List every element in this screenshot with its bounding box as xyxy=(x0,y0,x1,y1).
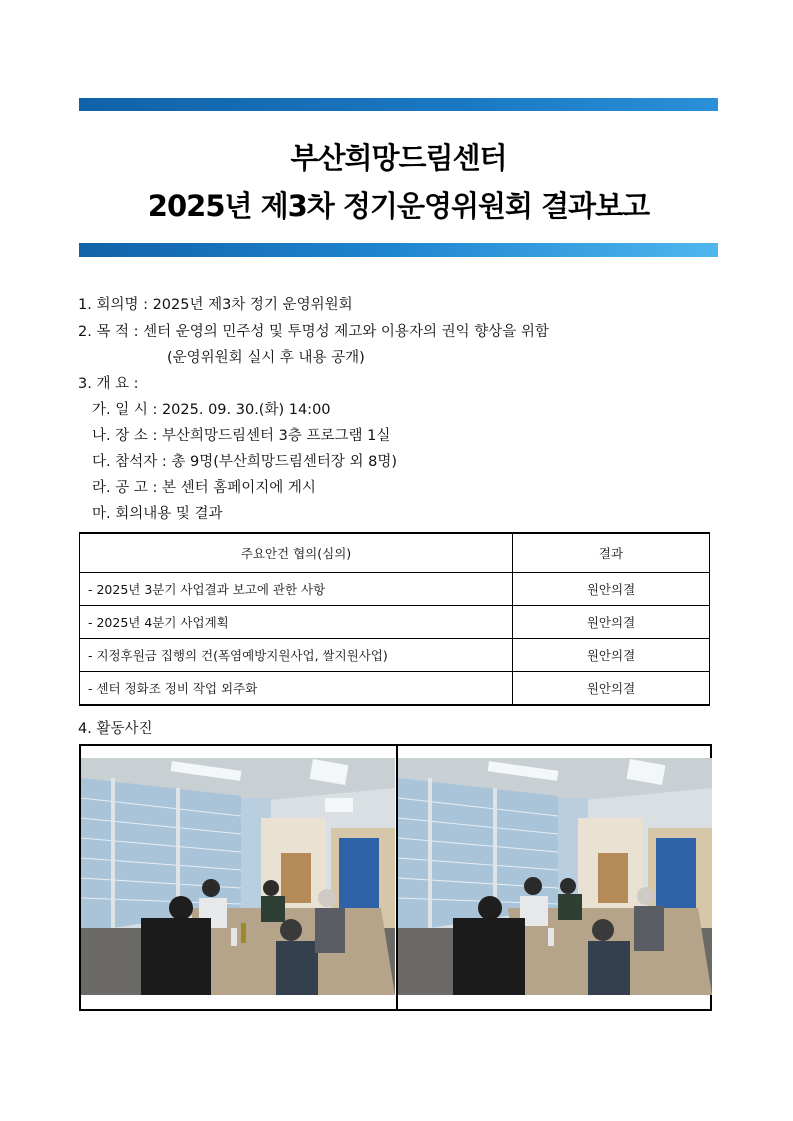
agenda-item: - 2025년 3분기 사업결과 보고에 관한 사항 xyxy=(80,573,513,606)
page-subtitle: 2025년 제3차 정기운영위원회 결과보고 xyxy=(147,189,650,223)
overview-attendees: 다. 참석자 : 총 9명(부산희망드림센터장 외 8명) xyxy=(92,454,398,470)
meeting-name: 1. 회의명 : 2025년 제3차 정기 운영위원회 xyxy=(78,297,353,313)
purpose-line1: 2. 목 적 : 센터 운영의 민주성 및 투명성 제고와 이용자의 권익 향상을 위함 xyxy=(78,324,549,340)
agenda-item: - 2025년 4분기 사업계획 xyxy=(80,606,513,639)
agenda-result: 원안의결 xyxy=(513,639,710,672)
agenda-result: 원안의결 xyxy=(513,672,710,706)
table-row xyxy=(80,639,710,672)
agenda-result: 원안의결 xyxy=(513,573,710,606)
header-result: 결과 xyxy=(513,533,710,573)
header-bottom-bar xyxy=(79,243,718,257)
overview-notice: 라. 공 고 : 본 센터 홈페이지에 게시 xyxy=(92,480,316,496)
page-title: 부산희망드림센터 xyxy=(290,141,507,175)
purpose-line2: (운영위원회 실시 후 내용 공개) xyxy=(167,350,365,366)
header-agenda: 주요안건 협의(심의) xyxy=(80,533,513,573)
table-row xyxy=(80,606,710,639)
agenda-result: 원안의결 xyxy=(513,606,710,639)
table-header-row xyxy=(80,533,710,573)
table-row xyxy=(80,672,710,706)
photo-grid xyxy=(79,744,712,1011)
agenda-item: - 지정후원금 집행의 건(폭염예방지원사업, 쌀지원사업) xyxy=(80,639,513,672)
meeting-photo-2 xyxy=(398,758,712,995)
header-top-bar xyxy=(79,98,718,111)
photos-heading: 4. 활동사진 xyxy=(78,721,153,737)
overview-datetime: 가. 일 시 : 2025. 09. 30.(화) 14:00 xyxy=(92,402,331,418)
meeting-photo-1 xyxy=(81,758,395,995)
overview-heading: 3. 개 요 : xyxy=(78,376,139,392)
overview-place: 나. 장 소 : 부산희망드림센터 3층 프로그램 1실 xyxy=(92,428,391,444)
agenda-item: - 센터 정화조 정비 작업 외주화 xyxy=(80,672,513,706)
agenda-table xyxy=(79,532,710,706)
table-row xyxy=(80,573,710,606)
overview-content: 마. 회의내용 및 결과 xyxy=(92,506,223,522)
